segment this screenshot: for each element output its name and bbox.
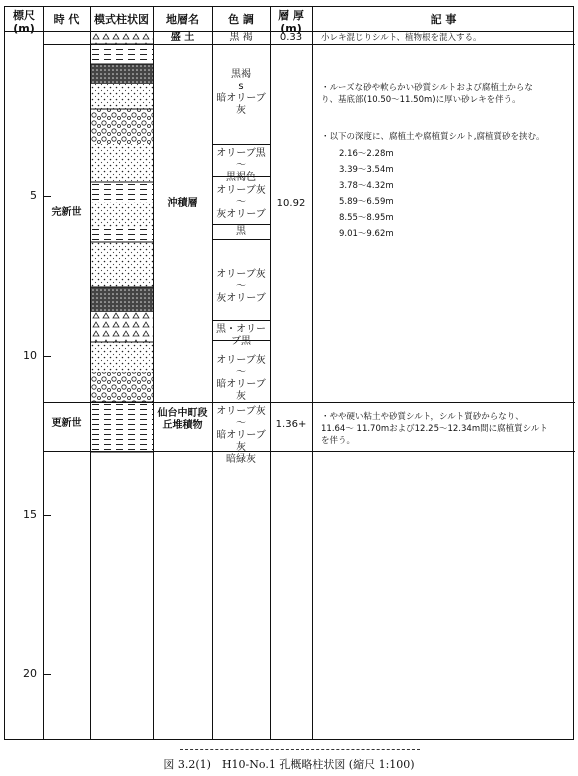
schematic-column — [91, 32, 153, 457]
formation-terrace: 仙台中町段 丘堆積物 — [157, 408, 208, 431]
divider — [43, 7, 44, 739]
divider — [312, 7, 313, 739]
header-notes: 記 事 — [430, 13, 457, 26]
scale-tick — [43, 356, 51, 357]
note-alluvium-1: ・ルーズな砂や軟らかい砂質シルトおよび腐植土からな — [321, 83, 533, 93]
figure-caption: 図 3.2(1) H10-No.1 孔概略柱状図 (縮尺 1:100) — [163, 758, 415, 771]
scale-label: 15 — [23, 508, 37, 521]
depth-item: 3.39～3.54m — [339, 165, 394, 175]
header-column: 模式柱状図 — [94, 13, 149, 26]
caption-rule — [180, 749, 420, 750]
thickness-fill: 0.33 — [279, 32, 303, 43]
scale-label: 20 — [23, 667, 37, 680]
note-terrace-3: を伴う。 — [321, 436, 356, 446]
color-cell: オリーブ灰～ 暗オリーブ灰 暗緑灰 — [216, 406, 266, 465]
note-terrace-2: 11.64～ 11.70mおよび12.25～12.34m間に腐植質シルト — [321, 424, 548, 434]
formation-fill: 盛 土 — [170, 32, 195, 43]
row-rule — [212, 320, 270, 321]
divider — [153, 7, 154, 739]
depth-item: 3.78～4.32m — [339, 181, 394, 191]
scale-tick — [43, 674, 51, 675]
note-alluvium-3: ・以下の深度に、腐植土や腐植質シルト,腐植質砂を挟む。 — [321, 132, 545, 142]
color-cell: 黒 — [236, 226, 246, 237]
log-frame — [4, 6, 574, 740]
row-rule — [212, 224, 270, 225]
note-fill: 小レキ混じりシルト、植物根を混入する。 — [321, 33, 482, 43]
row-rule — [212, 239, 270, 240]
color-cell: 黒褐 s 暗オリーブ灰 — [216, 69, 266, 116]
divider — [270, 7, 271, 739]
note-terrace-1: ・やや硬い粘土や砂質シルト，シルト質砂からなり、 — [321, 412, 524, 422]
scale-tick — [43, 515, 51, 516]
thickness-alluvium: 10.92 — [276, 198, 306, 209]
scale-label: 10 — [23, 349, 37, 362]
color-cell: オリーブ灰～ 灰オリーブ — [216, 185, 266, 220]
formation-alluvium: 沖積層 — [167, 198, 198, 209]
depth-item: 2.16～2.28m — [339, 149, 394, 159]
depth-item: 9.01～9.62m — [339, 229, 394, 239]
color-cell: 黒・オリーブ黒 — [216, 324, 266, 347]
scale-tick — [43, 196, 51, 197]
note-alluvium-2: り、基底部(10.50～11.50m)に厚い砂レキを伴う。 — [321, 95, 521, 105]
depth-item: 5.89～6.59m — [339, 197, 394, 207]
era-pleistocene: 更新世 — [51, 418, 82, 429]
color-fill: 黒 褐 — [229, 32, 253, 43]
header-era: 時 代 — [53, 13, 80, 26]
color-cell: オリーブ黒～ 黒褐色 — [216, 148, 266, 183]
header-thickness: 層 厚 (m) — [278, 9, 304, 35]
thickness-terrace: 1.36+ — [275, 419, 307, 430]
row-rule — [212, 144, 270, 145]
color-cell: オリーブ灰～ 暗オリーブ灰 — [216, 355, 266, 402]
scale-label: 5 — [30, 189, 37, 202]
color-cell: オリーブ灰～ 灰オリーブ — [216, 269, 266, 304]
header-formation: 地層名 — [166, 13, 199, 26]
header-scale: 標尺 (m) — [13, 9, 35, 35]
header-color: 色 調 — [228, 13, 254, 26]
depth-item: 8.55～8.95m — [339, 213, 394, 223]
era-holocene: 完新世 — [51, 207, 82, 218]
